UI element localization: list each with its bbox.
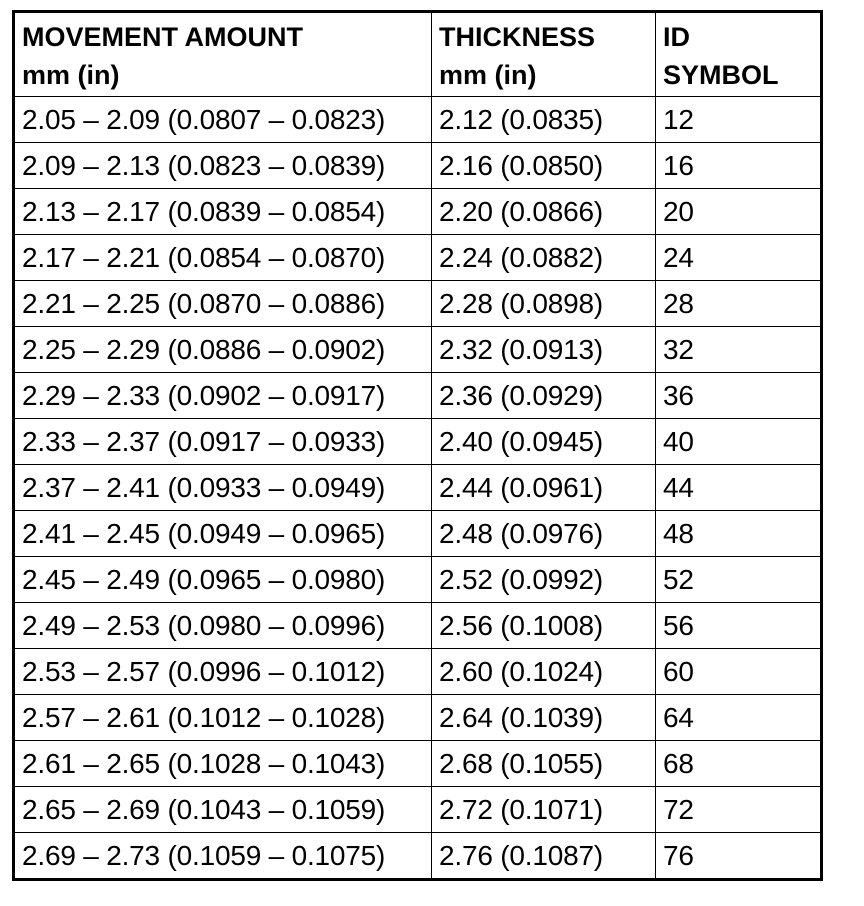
cell-movement-amount: 2.13 – 2.17 (0.0839 – 0.0854) [14, 189, 432, 235]
cell-id-symbol: 52 [656, 557, 822, 603]
header-label-line1: THICKNESS [439, 21, 596, 52]
table-row [14, 281, 822, 327]
header-label-line1: ID [663, 21, 690, 52]
cell-thickness: 2.28 (0.0898) [432, 281, 656, 327]
cell-thickness: 2.12 (0.0835) [432, 97, 656, 143]
table-row [14, 833, 822, 880]
shim-selection-table [12, 10, 823, 881]
cell-thickness: 2.76 (0.1087) [432, 833, 656, 880]
cell-thickness: 2.36 (0.0929) [432, 373, 656, 419]
cell-movement-amount: 2.45 – 2.49 (0.0965 – 0.0980) [14, 557, 432, 603]
cell-movement-amount: 2.09 – 2.13 (0.0823 – 0.0839) [14, 143, 432, 189]
cell-movement-amount: 2.21 – 2.25 (0.0870 – 0.0886) [14, 281, 432, 327]
cell-thickness: 2.60 (0.1024) [432, 649, 656, 695]
table-row [14, 189, 822, 235]
cell-id-symbol: 32 [656, 327, 822, 373]
cell-movement-amount: 2.49 – 2.53 (0.0980 – 0.0996) [14, 603, 432, 649]
cell-movement-amount: 2.05 – 2.09 (0.0807 – 0.0823) [14, 97, 432, 143]
table-row [14, 511, 822, 557]
cell-thickness: 2.52 (0.0992) [432, 557, 656, 603]
cell-id-symbol: 36 [656, 373, 822, 419]
cell-id-symbol: 44 [656, 465, 822, 511]
cell-thickness: 2.20 (0.0866) [432, 189, 656, 235]
table-row [14, 419, 822, 465]
cell-thickness: 2.24 (0.0882) [432, 235, 656, 281]
cell-id-symbol: 72 [656, 787, 822, 833]
cell-thickness: 2.72 (0.1071) [432, 787, 656, 833]
cell-movement-amount: 2.37 – 2.41 (0.0933 – 0.0949) [14, 465, 432, 511]
cell-thickness: 2.48 (0.0976) [432, 511, 656, 557]
cell-thickness: 2.40 (0.0945) [432, 419, 656, 465]
header-label-line2: mm (in) [439, 59, 537, 90]
table-row [14, 143, 822, 189]
cell-id-symbol: 24 [656, 235, 822, 281]
table-row [14, 787, 822, 833]
cell-id-symbol: 76 [656, 833, 822, 880]
table-row [14, 741, 822, 787]
cell-thickness: 2.68 (0.1055) [432, 741, 656, 787]
table-row [14, 695, 822, 741]
cell-id-symbol: 56 [656, 603, 822, 649]
cell-movement-amount: 2.25 – 2.29 (0.0886 – 0.0902) [14, 327, 432, 373]
cell-id-symbol: 28 [656, 281, 822, 327]
cell-movement-amount: 2.53 – 2.57 (0.0996 – 0.1012) [14, 649, 432, 695]
table-row [14, 465, 822, 511]
cell-thickness: 2.56 (0.1008) [432, 603, 656, 649]
cell-thickness: 2.44 (0.0961) [432, 465, 656, 511]
cell-thickness: 2.64 (0.1039) [432, 695, 656, 741]
table-row [14, 603, 822, 649]
header-thickness [432, 12, 656, 97]
header-id-symbol [656, 12, 822, 97]
cell-movement-amount: 2.57 – 2.61 (0.1012 – 0.1028) [14, 695, 432, 741]
cell-id-symbol: 64 [656, 695, 822, 741]
table-row [14, 97, 822, 143]
header-label-line2: mm (in) [22, 59, 120, 90]
table-row [14, 235, 822, 281]
cell-thickness: 2.32 (0.0913) [432, 327, 656, 373]
cell-movement-amount: 2.69 – 2.73 (0.1059 – 0.1075) [14, 833, 432, 880]
cell-thickness: 2.16 (0.0850) [432, 143, 656, 189]
cell-movement-amount: 2.17 – 2.21 (0.0854 – 0.0870) [14, 235, 432, 281]
cell-movement-amount: 2.29 – 2.33 (0.0902 – 0.0917) [14, 373, 432, 419]
table-header [14, 12, 822, 97]
table-body [14, 97, 822, 880]
table-row [14, 373, 822, 419]
header-movement-amount [14, 12, 432, 97]
header-row [14, 12, 822, 97]
cell-id-symbol: 16 [656, 143, 822, 189]
cell-movement-amount: 2.41 – 2.45 (0.0949 – 0.0965) [14, 511, 432, 557]
cell-movement-amount: 2.33 – 2.37 (0.0917 – 0.0933) [14, 419, 432, 465]
header-label-line1: MOVEMENT AMOUNT [22, 21, 303, 52]
table-row [14, 649, 822, 695]
cell-id-symbol: 60 [656, 649, 822, 695]
cell-id-symbol: 20 [656, 189, 822, 235]
header-label-line2: SYMBOL [663, 59, 779, 90]
cell-movement-amount: 2.65 – 2.69 (0.1043 – 0.1059) [14, 787, 432, 833]
table-row [14, 557, 822, 603]
cell-id-symbol: 12 [656, 97, 822, 143]
cell-id-symbol: 48 [656, 511, 822, 557]
cell-id-symbol: 68 [656, 741, 822, 787]
table-row [14, 327, 822, 373]
cell-movement-amount: 2.61 – 2.65 (0.1028 – 0.1043) [14, 741, 432, 787]
cell-id-symbol: 40 [656, 419, 822, 465]
